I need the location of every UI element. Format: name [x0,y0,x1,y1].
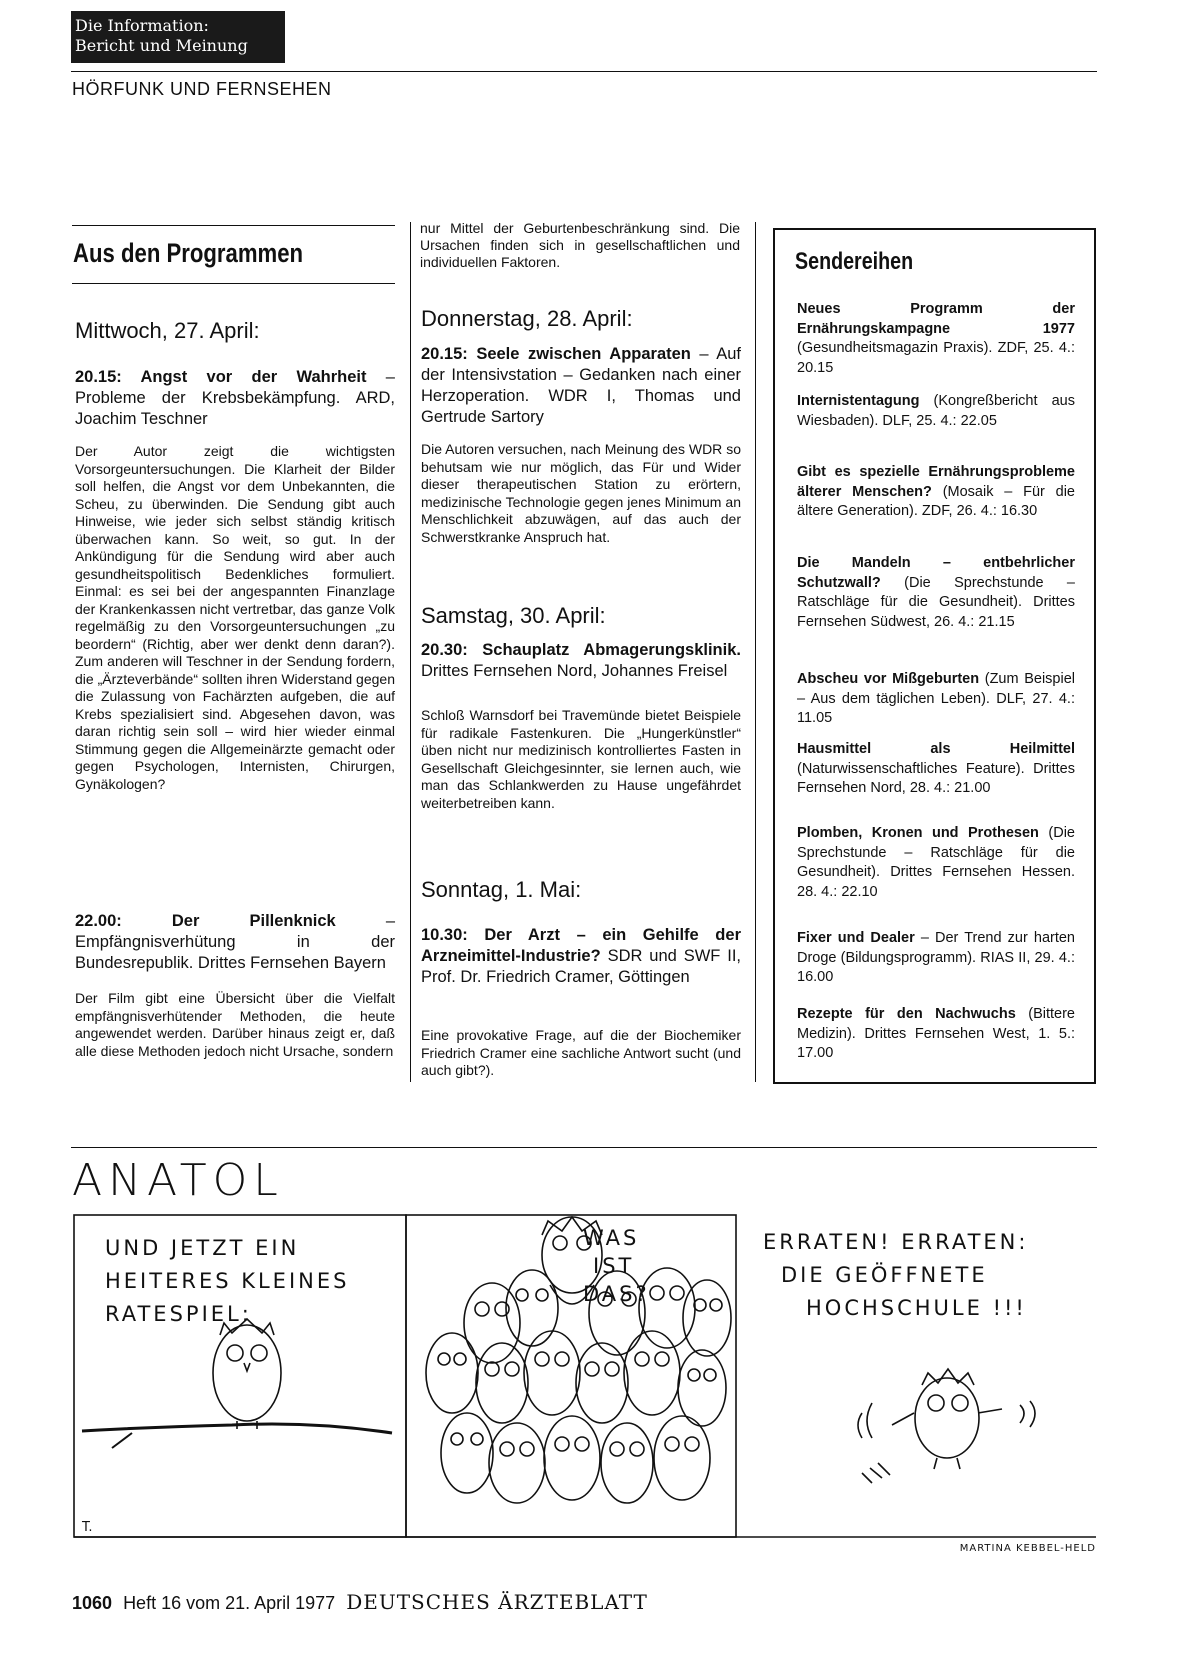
program-item-3-sub: – Auf der Intensivstation – Gedanken nach einer Herzoperation. WDR I, Thomas und Gertrude Sartory [421,345,742,426]
program-item-2-lead [75,911,395,974]
sendereihe-entry [797,1005,1075,1064]
sendereihe-details: (Die Sprechstunde – Ratschläge für die Gesundheit). Drittes Fernsehen Südwest, 26. 4.: 21.15 [797,574,1075,630]
program-item-2-sub: – Empfängnisverhütung in der Bundesrepublik. Drittes Fernsehen Bayern [75,912,395,972]
sendereihe-title: Die Mandeln – entbehrlicher Schutzwall? [797,555,1075,591]
sendereihe-title: Gibt es spezielle Ernährungsprobleme älterer Menschen? [797,464,1075,500]
program-item-3-lead [421,344,741,428]
comic-rule [71,1147,1097,1148]
sendereihe-entry [797,463,1075,522]
panel-1-line-2: HEITERES KLEINES [105,1269,350,1293]
comic-title: ANATOL [72,1155,284,1206]
program-item-2-body: Der Film gibt eine Übersicht über die Vielfalt empfängnisverhütender Methoden, die heute angewendet werden. Darüber hinaus zeigt er, daß alle diese Methoden jedoch nicht Ursache, sondern [75,990,395,1059]
badge-line-2: Bericht und Meinung [75,36,248,55]
panel-3-line-1: ERRATEN! ERRATEN: [763,1230,1029,1254]
comic-panel-1-frame [74,1215,406,1537]
column-divider-2 [755,222,756,1082]
sendereihe-details: (Zum Beispiel – Aus dem täglichen Leben). DLF, 27. 4.: 11.05 [797,671,1075,726]
panel-1-line-1: UND JETZT EIN [105,1236,300,1260]
program-item-2-title: 22.00: Der Pillenknick [75,912,336,930]
program-item-1-title: 20.15: Angst vor der Wahrheit [75,368,367,386]
sendereihe-title: Plomben, Kronen und Prothesen [797,825,1039,841]
sendereihe-title: Fixer und Dealer [797,930,915,946]
sendereihe-entry [797,670,1075,729]
sendereihe-details: (Bittere Medizin). Drittes Fernsehen West, 1. 5.: 17.00 [797,1006,1075,1061]
owl-crowd-icon [426,1217,731,1503]
sendereihe-entry [797,392,1075,431]
day-heading-thursday: Donnerstag, 28. April: [421,306,633,331]
day-heading-sunday: Sonntag, 1. Mai: [421,877,582,902]
sendereihe-title: Abscheu vor Mißgeburten [797,671,980,687]
sendereihe-entry [797,554,1075,632]
program-item-5-title: 10.30: Der Arzt – ein Gehilfe der Arzneimittel-Industrie? [421,926,741,965]
sendereihe-entry [797,929,1075,988]
program-item-4-sub: Drittes Fernsehen Nord, Johannes Freisel [421,662,728,680]
program-item-3-title: 20.15: Seele zwischen Apparaten [421,345,691,363]
page-number: 1060 [72,1593,113,1613]
sendereihe-details: (Die Sprechstunde – Ratschläge für die Gesundheit). Drittes Fernsehen Hessen. 28. 4.: 22.10 [797,825,1075,900]
program-item-3-body: Die Autoren versuchen, nach Meinung des WDR so behutsam wie nur möglich, das Für und Wider dieser therapeutischen Station zu erörtern, medizinische Technologie gegen jenes Minimum an Menschlichkeit abzuwägen, auf das auch der Schwerstkranke Anspruch hat. [421,441,741,545]
column-divider-1 [410,222,411,1082]
sendereihe-entry [797,740,1075,799]
section-title: HÖRFUNK UND FERNSEHEN [72,79,332,99]
panel-2-line-3: DAS? [583,1282,650,1306]
panel-3-line-3: HOCHSCHULE !!! [806,1296,1027,1320]
panel-1-line-3: RATESPIEL: [105,1302,252,1326]
program-item-2-continued: nur Mittel der Geburtenbeschränkung sind. Die Ursachen finden sich in gesellschaftlichen und individuellen Faktoren. [420,220,740,270]
sendereihe-entry [797,824,1075,902]
day-heading-saturday: Samstag, 30. April: [421,603,606,628]
program-item-5-body: Eine provokative Frage, auf die der Biochemiker Friedrich Cramer eine sachliche Antwort sucht (und auch gibt?). [421,1027,741,1078]
program-item-1-sub: – Probleme der Krebsbekämpfung. ARD, Joachim Teschner [75,368,395,428]
header-rule [71,71,1097,72]
magazine-name: DEUTSCHES ÄRZTEBLATT [346,1590,648,1614]
page-footer [72,1590,648,1614]
sendereihe-title: Hausmittel als Heilmittel [797,741,1075,757]
program-item-4-lead [421,640,741,682]
issue-info: Heft 16 vom 21. April 1977 [123,1593,336,1613]
comic-signature-right: MARTINA KEBBEL-HELD [959,1543,1096,1553]
title-rule-bottom [72,283,395,284]
sendereihe-title: Rezepte für den Nachwuchs [797,1006,1016,1022]
sendereihe-details: – Der Trend zur harten Droge (Bildungsprogramm). RIAS II, 29. 4.: 16.00 [797,930,1075,985]
sendereihe-title: Internistentagung [797,393,920,409]
program-item-4-body: Schloß Warnsdorf bei Travemünde bietet Beispiele für radikale Fastenkuren. Die „Hungerkünstler“ üben nicht nur medizinisch kontrolliertes Fasten in Gesellschaft Gleichgesinnter, sie lernen auch, wie man das Schlankwerden zu Hause ungefährdet weiterbetreiben kann. [421,707,741,811]
sendereihen-box [773,228,1096,1084]
badge-line-1: Die Information: [75,16,209,35]
day-heading-wednesday: Mittwoch, 27. April: [75,318,260,343]
sendereihen-title: Sendereihen [795,248,914,275]
sendereihe-entry [797,300,1075,378]
flying-owl-icon [858,1369,1035,1483]
sendereihe-details: (Kongreßbericht aus Wiesbaden). DLF, 25. 4.: 22.05 [797,393,1075,429]
comic-signature-left: T. [82,1520,93,1535]
program-item-5-sub: SDR und SWF II, Prof. Dr. Friedrich Cramer, Göttingen [421,947,741,986]
panel-2-line-1: WAS [583,1226,640,1250]
page-title: Aus den Programmen [73,238,304,268]
sendereihe-title: Neues Programm der Ernährungskampagne 1977 [797,301,1075,337]
sendereihe-details: (Gesundheitsmagazin Praxis). ZDF, 25. 4.: 20.15 [797,340,1075,376]
sendereihe-details: (Mosaik – Für die ältere Generation). ZDF, 26. 4.: 16.30 [797,483,1075,519]
sendereihe-details: (Naturwissenschaftliches Feature). Drittes Fernsehen Nord, 28. 4.: 21.00 [797,760,1075,796]
program-item-1-lead [75,367,395,430]
program-item-5-lead [421,925,741,988]
title-rule-top [72,225,395,226]
panel-3-line-2: DIE GEÖFFNETE [781,1263,988,1287]
program-item-4-title: 20.30: Schauplatz Abmagerungsklinik. [421,641,741,659]
program-item-1-body: Der Autor zeigt die wichtigsten Vorsorgeuntersuchungen. Die Klarheit der Bilder soll helfen, die Angst vor dem Unbekannten, die Scheu, zu überwinden. Die Sendung gibt auch Hinweise, wie jeder sich selbst ständig kritisch überwachen kann. So weit, so gut. In der Ankündigung für die Sendung wird aber auch gesundheitspolitisch Bedenkliches formuliert. Einmal: es sei bei der angespannten Finanzlage der Krankenkassen nicht vertretbar, das ganze Volk regelmäßig zu den Vorsorgeuntersuchungen „zu beordern“ (Richtig, aber wer denkt denn daran?). Zum anderen will Teschner in der Sendung fordern, die „Ärzteverbände“ sollten ihren Widerstand gegen die Zulassung von Fachärzten aufgeben, die auf Krebs spezialisiert sind. Abgesehen davon, was daran richtig sein soll – wird hier wieder einmal Stimmung gegen die Allgemeinärzte gemacht oder gegen Psychologen, Internisten, Chirurgen, Gynäkologen? [75,443,395,792]
panel-2-line-2: IST [593,1254,635,1278]
section-badge [71,11,285,63]
